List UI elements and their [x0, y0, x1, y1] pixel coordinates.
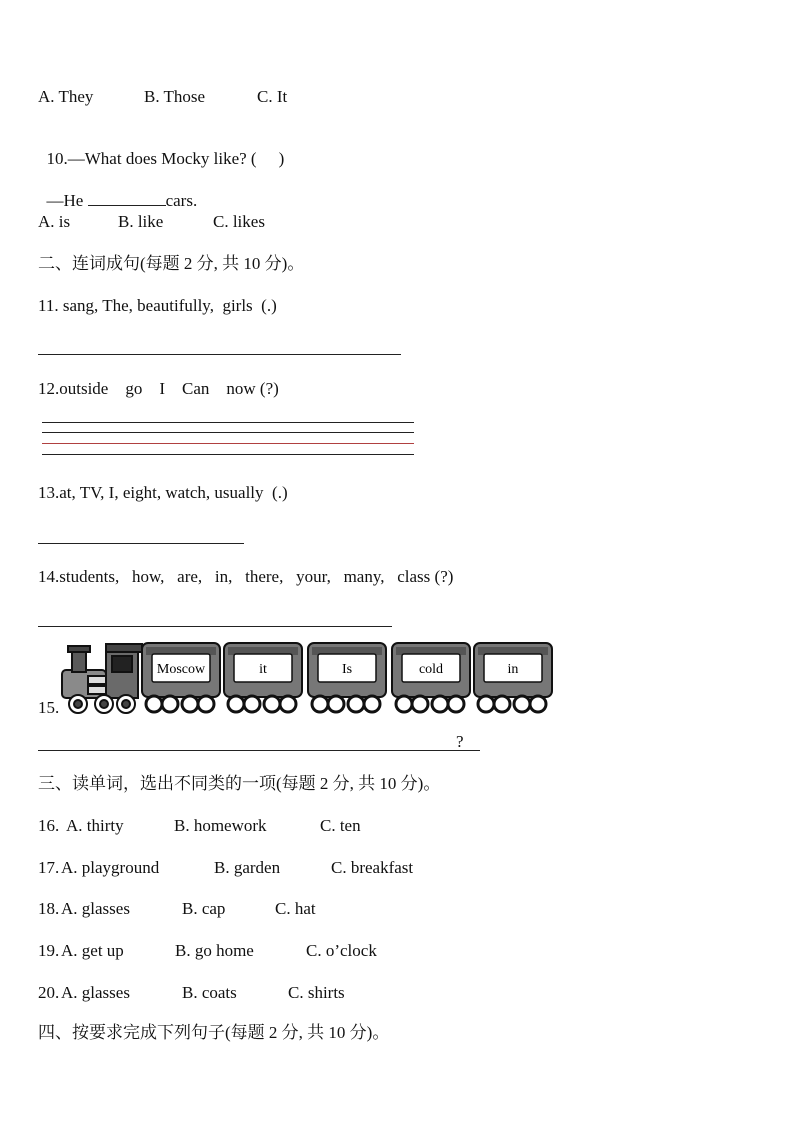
q14-answer-line[interactable] [38, 626, 392, 627]
q10-option-c: C. likes [213, 212, 265, 231]
q13-text: 13.at, TV, I, eight, watch, usually (.) [38, 483, 288, 502]
q16-option-c: C. ten [320, 816, 361, 835]
section2-title: 二、连词成句(每题 2 分, 共 10 分)。 [38, 254, 305, 273]
q10-answer [38, 171, 197, 211]
q10-option-a: A. is [38, 212, 71, 231]
q12-answer-line-3[interactable] [42, 443, 414, 444]
q15-answer-line[interactable] [38, 750, 480, 751]
q14-text: 14.students, how, are, in, there, your, many, class (?) [38, 567, 454, 586]
q15-end-mark: ? [456, 732, 464, 751]
train-car-1 [142, 643, 220, 712]
q10-option-b: B. like [118, 212, 164, 231]
train-car-word: Is [341, 662, 353, 677]
section3-title: 三、读单词，选出不同类的一项(每题 2 分, 共 10 分)。 [38, 774, 441, 793]
q19-number: 19. [38, 941, 60, 960]
train-car-3 [308, 643, 386, 712]
train-car-word: cold [418, 662, 444, 677]
train-car-word: in [507, 662, 519, 677]
q18-option-a: A. glasses [61, 899, 130, 918]
q11-answer-line[interactable] [38, 354, 401, 355]
q18-option-b: B. cap [182, 899, 226, 918]
q20-option-c: C. shirts [288, 983, 345, 1002]
train-car-4 [392, 643, 470, 712]
q10-answer-start: —He [46, 191, 88, 210]
q10-question-close: ) [278, 149, 285, 168]
q17-option-b: B. garden [214, 858, 281, 877]
q10-question-text: 10.—What does Mocky like? ( [46, 149, 257, 168]
q19-option-b: B. go home [175, 941, 254, 960]
q10-fill-blank[interactable] [88, 191, 166, 206]
q18-number: 18. [38, 899, 60, 918]
q9-option-b: B. Those [144, 87, 206, 106]
q18-option-c: C. hat [275, 899, 316, 918]
train-illustration [60, 640, 560, 716]
q13-answer-line[interactable] [38, 543, 244, 544]
train-car-word: it [259, 662, 267, 677]
q11-text: 11. sang, The, beautifully, girls (.) [38, 296, 277, 315]
q20-option-a: A. glasses [61, 983, 130, 1002]
q19-option-c: C. o’clock [306, 941, 377, 960]
q20-option-b: B. coats [182, 983, 237, 1002]
q17-number: 17. [38, 858, 60, 877]
locomotive-icon [62, 644, 142, 713]
q12-answer-line-1[interactable] [42, 422, 414, 423]
q9-option-a: A. They [38, 87, 94, 106]
q16-number: 16. [38, 816, 64, 835]
q16-option-b: B. homework [174, 816, 267, 835]
q17-option-a: A. playground [61, 858, 160, 877]
q19-option-a: A. get up [61, 941, 124, 960]
q16-option-a: A. thirty [66, 816, 124, 835]
q17-option-c: C. breakfast [331, 858, 414, 877]
q9-option-c: C. It [257, 87, 288, 106]
train-car-5 [474, 643, 552, 712]
q12-answer-line-4[interactable] [42, 454, 414, 455]
q10-answer-end: cars. [165, 191, 198, 210]
train-car-word: Moscow [156, 662, 206, 677]
q20-number: 20. [38, 983, 60, 1002]
section4-title: 四、按要求完成下列句子(每题 2 分, 共 10 分)。 [38, 1023, 390, 1042]
q12-answer-line-2[interactable] [42, 432, 414, 433]
q12-text: 12.outside go I Can now (?) [38, 379, 279, 398]
q15-number: 15. [38, 698, 60, 717]
train-car-2 [224, 643, 302, 712]
q10-question [38, 129, 284, 169]
